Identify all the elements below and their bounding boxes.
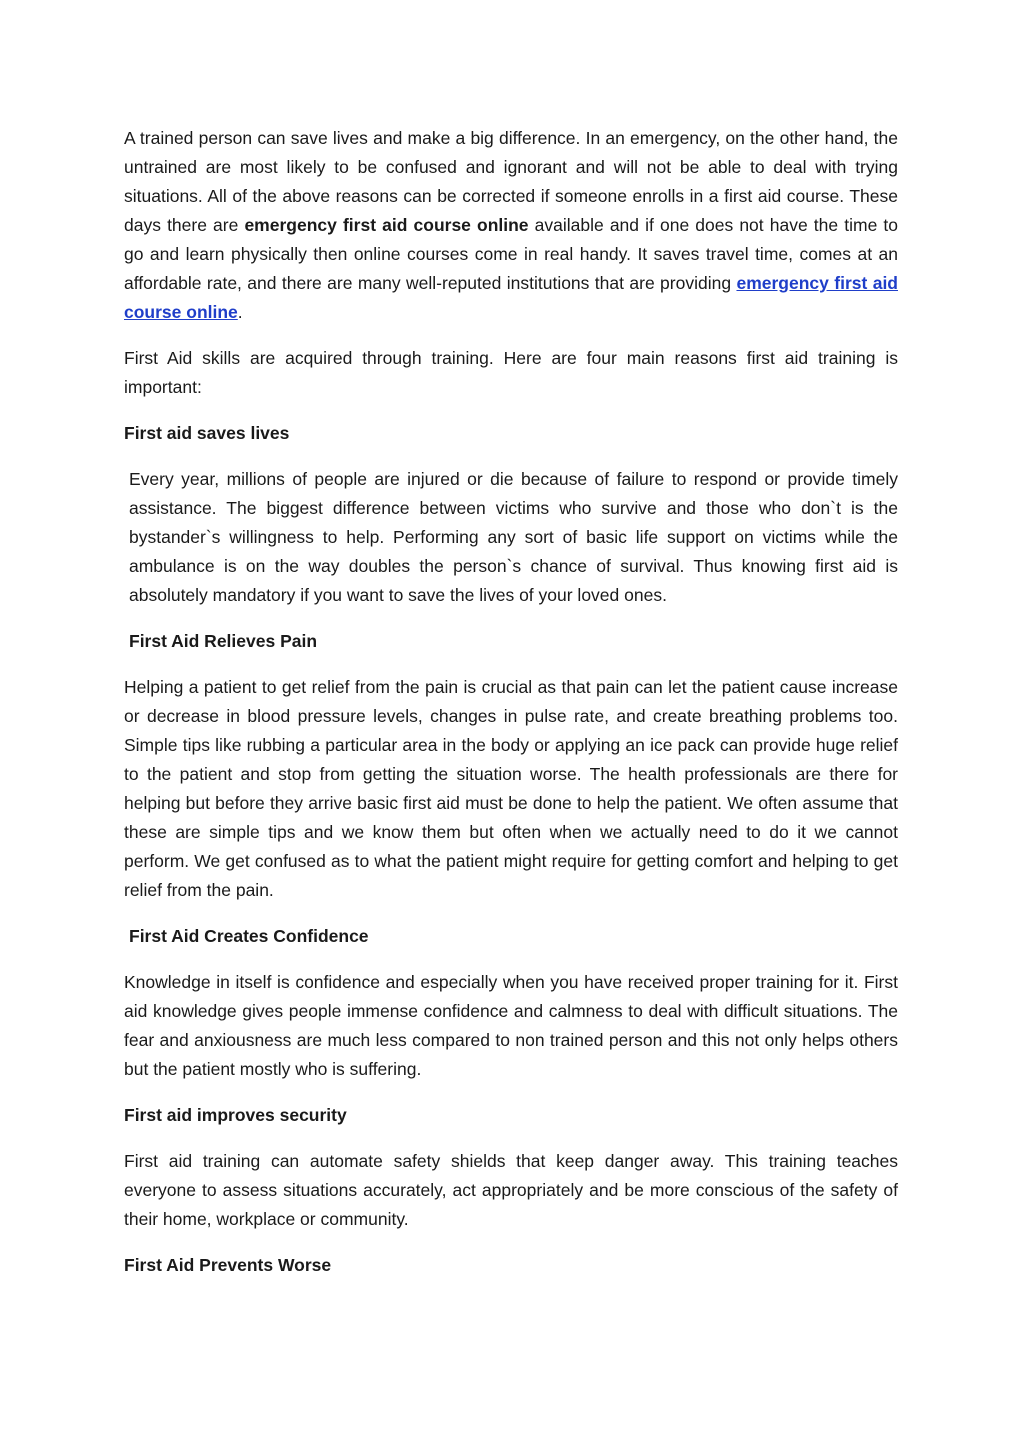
section-heading-improves-security: First aid improves security: [124, 1105, 347, 1125]
document-page: [124, 124, 898, 1297]
course-link[interactable]: emergency first aid course online: [124, 273, 898, 322]
section-body-relieves-pain: Helping a patient to get relief from the pain is crucial as that pain can let the patient cause increase or decrease in blood pressure levels, changes in pulse rate, and create breathing problems too. Simple tips like rubbing a particular area in the body or applying an ice pack can provide huge relief to the patient and stop from getting the situation worse. The health professionals are there for helping but before they arrive basic first aid must be done to help the patient. We often assume that these are simple tips and we know them but often when we actually need to do it we cannot perform. We get confused as to what the patient might require for getting comfort and helping to get relief from the pain.: [124, 677, 898, 900]
section-body-improves-security: First aid training can automate safety shields that keep danger away. This training teaches everyone to assess situations accurately, act appropriately and be more conscious of the safety of their home, workplace or community.: [124, 1151, 898, 1229]
section-heading-saves-lives: First aid saves lives: [124, 423, 290, 443]
section-heading-relieves-pain: First Aid Relieves Pain: [129, 631, 318, 651]
section-heading-creates-confidence: First Aid Creates Confidence: [129, 926, 369, 946]
intro-bold-phrase: emergency first aid course online: [244, 215, 529, 235]
intro-text-1: A trained person can save lives and make a big difference. In an emergency, on the other hand, the untrained are most likely to be confused and ignorant and will not be able to deal with trying situations. All of the above reasons can be corrected if someone enrolls in a first aid course. These days there are: [124, 128, 898, 235]
intro-paragraph: [124, 124, 898, 327]
section-heading-prevents-worse: First Aid Prevents Worse: [124, 1255, 332, 1275]
lead-in-paragraph: First Aid skills are acquired through training. Here are four main reasons first aid training is important:: [124, 348, 898, 397]
section-body-saves-lives: Every year, millions of people are injured or die because of failure to respond or provide timely assistance. The biggest difference between victims who survive and those who don`t is the bystander`s willingness to help. Performing any sort of basic life support on victims while the ambulance is on the way doubles the person`s chance of survival. Thus knowing first aid is absolutely mandatory if you want to save the lives of your loved ones.: [129, 469, 898, 605]
intro-text-2: available and if one does not have the time to go and learn physically then online courses come in real handy. It saves travel time, comes at an affordable rate, and there are many well-reputed institutions that are providing: [124, 215, 898, 293]
section-body-creates-confidence: Knowledge in itself is confidence and especially when you have received proper training for it. First aid knowledge gives people immense confidence and calmness to deal with difficult situations. The fear and anxiousness are much less compared to non trained person and this not only helps others but the patient mostly who is suffering.: [124, 972, 898, 1079]
intro-text-3: .: [237, 302, 243, 322]
